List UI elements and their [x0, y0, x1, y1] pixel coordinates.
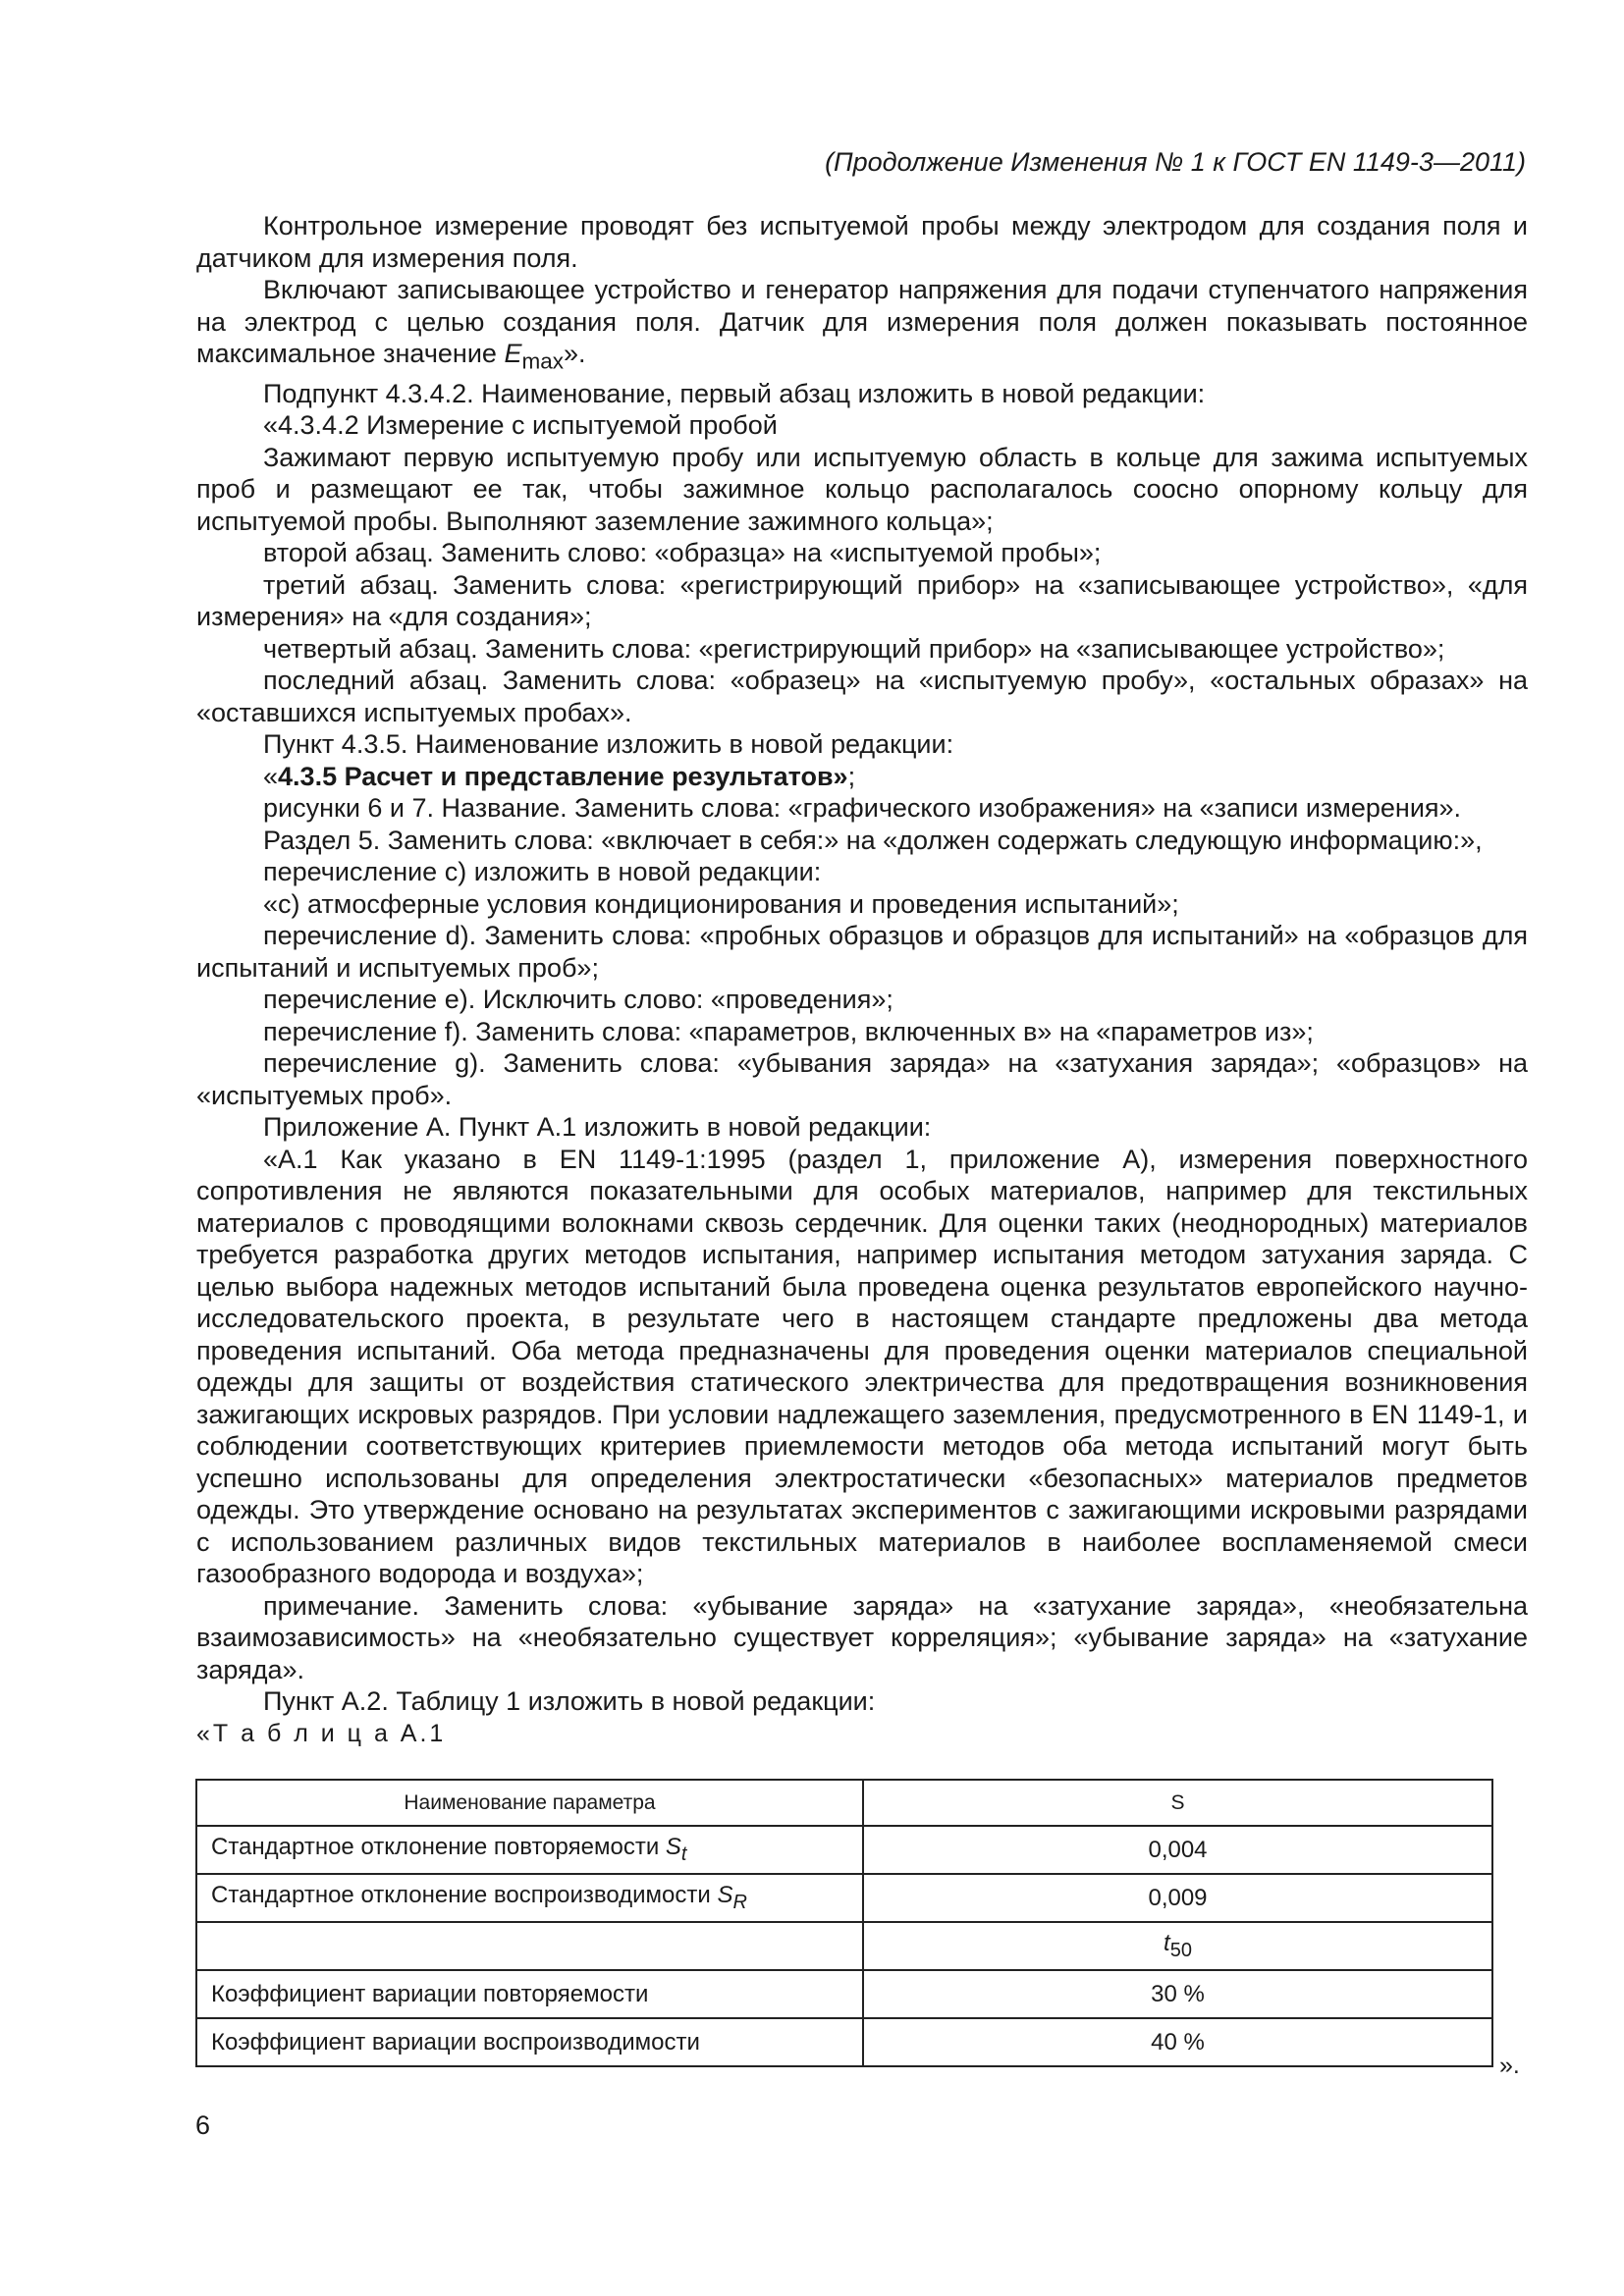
paragraph: перечисление d). Заменить слова: «пробных образцов и образцов для испытаний» на «образцов для испытаний и испытуемых проб»; [196, 921, 1528, 983]
parameters-table [195, 1779, 1493, 2067]
table-cell [196, 1922, 863, 1970]
paragraph: перечисление с) изложить в новой редакции: [263, 857, 822, 887]
body-text [196, 210, 1528, 1718]
section-heading: «4.3.5 Расчет и представление результатов»; [263, 761, 856, 791]
table-cell: 40 % [863, 2018, 1492, 2066]
table-cell: 0,009 [863, 1874, 1492, 1922]
paragraph: Включают записывающее устройство и генератор напряжения для подачи ступенчатого напряжения на электрод с целью создания поля. Датчик для измерения поля должен показывать постоянное максимальное значение $E_{max}$». [196, 275, 1528, 374]
paragraph: Раздел 5. Заменить слова: «включает в себя:» на «должен содержать следующую информацию:», [263, 825, 1483, 855]
paragraph: Приложение А. Пункт А.1 изложить в новой редакции: [263, 1112, 932, 1143]
paragraph: Зажимают первую испытуемую пробу или испытуемую область в кольце для зажима испытуемых проб и размещают ее так, чтобы зажимное кольцо располагалось соосно опорному кольцу для испытуемой пробы. Выполняют заземление зажимного кольца»; [196, 442, 1528, 536]
table-title: «Т а б л и ц а А.1 [196, 1720, 447, 1747]
table-cell: $t_{50}$ [863, 1922, 1492, 1970]
paragraph: четвертый абзац. Заменить слова: «регистрирующий прибор» на «записывающее устройство»; [263, 633, 1445, 664]
table-row [196, 1922, 1492, 1970]
table-row [196, 1970, 1492, 2018]
table-cell: 0,004 [863, 1826, 1492, 1874]
table-cell: Коэффициент вариации повторяемости [196, 1970, 863, 2018]
table-row [196, 1874, 1492, 1922]
table-closing-quote: ». [1499, 2052, 1520, 2079]
table-header-cell: S [863, 1780, 1492, 1826]
paragraph: перечисление f). Заменить слова: «параметров, включенных в» на «параметров из»; [263, 1016, 1314, 1046]
paragraph: примечание. Заменить слова: «убывание заряда» на «затухание заряда», «необязательна взаимозависимость» на «необязательно существует корреляция»; «убывание заряда» на «затухание заряда». [196, 1590, 1528, 1684]
table-header-row [196, 1780, 1492, 1826]
paragraph: «А.1 Как указано в EN 1149-1:1995 (раздел 1, приложение А), измерения поверхностного сопротивления не являются показательными для особых материалов, например для текстильных материалов с проводящими волокнами сквозь сердечник. Для оценки таких (неоднородных) материалов требуется разработка других методов испытания, например испытания методом затухания заряда. С целью выбора надежных методов испытаний была проведена оценка результатов европейского научно-исследовательского проекта, в результате чего в настоящем стандарте предложены два метода проведения испытаний. Оба метода предназначены для проведения оценки материалов специальной одежды для защиты от воздействия статического электричества для предотвращения возникновения зажигающих искровых разрядов. При условии надлежащего заземления, предусмотренного в EN 1149-1, и соблюдении соответствующих критериев приемлемости методов оба метода испытаний могут быть успешно использованы для определения электростатически «безопасных» материалов предметов одежды. Это утверждение основано на результатах экспериментов с зажигающими искровыми разрядами с использованием различных видов текстильных материалов в наиболее воспламеняемой смеси газообразного водорода и воздуха»; [196, 1144, 1528, 1589]
table-cell: Стандартное отклонение воспроизводимости $S_R$ [196, 1874, 863, 1922]
paragraph: Пункт А.2. Таблицу 1 изложить в новой редакции: [263, 1686, 876, 1717]
page-number: 6 [195, 2110, 211, 2140]
paragraph: «с) атмосферные условия кондиционирования и проведения испытаний»; [263, 888, 1179, 919]
paragraph: третий абзац. Заменить слова: «регистрирующий прибор» на «записывающее устройство», «для измерения» на «для создания»; [196, 569, 1528, 632]
paragraph: перечисление g). Заменить слова: «убывания заряда» на «затухания заряда»; «образцов» на «испытуемых проб». [196, 1048, 1528, 1110]
paragraph: Подпункт 4.3.4.2. Наименование, первый абзац изложить в новой редакции: [263, 378, 1206, 408]
table-row [196, 2018, 1492, 2066]
table-row [196, 1826, 1492, 1874]
page-header: (Продолжение Изменения № 1 к ГОСТ EN 1149-3—2011) [825, 147, 1526, 177]
table-cell: Коэффициент вариации воспроизводимости [196, 2018, 863, 2066]
variable-e: E [504, 339, 522, 368]
paragraph: Контрольное измерение проводят без испытуемой пробы между электродом для создания поля и датчиком для измерения поля. [196, 211, 1528, 273]
table-cell: Стандартное отклонение повторяемости $S_t$ [196, 1826, 863, 1874]
paragraph: перечисление е). Исключить слово: «проведения»; [263, 985, 893, 1015]
paragraph: «4.3.4.2 Измерение с испытуемой пробой [263, 410, 778, 441]
paragraph: Пункт 4.3.5. Наименование изложить в новой редакции: [263, 729, 954, 760]
paragraph: последний абзац. Заменить слова: «образец» на «испытуемую пробу», «остальных образах» на «оставшихся испытуемых пробах». [196, 666, 1528, 727]
paragraph: рисунки 6 и 7. Название. Заменить слова: «графического изображения» на «записи измерения». [263, 793, 1462, 824]
paragraph: второй абзац. Заменить слово: «образца» на «испытуемой пробы»; [263, 538, 1102, 568]
table-header-cell: Наименование параметра [196, 1780, 863, 1826]
table-cell: 30 % [863, 1970, 1492, 2018]
